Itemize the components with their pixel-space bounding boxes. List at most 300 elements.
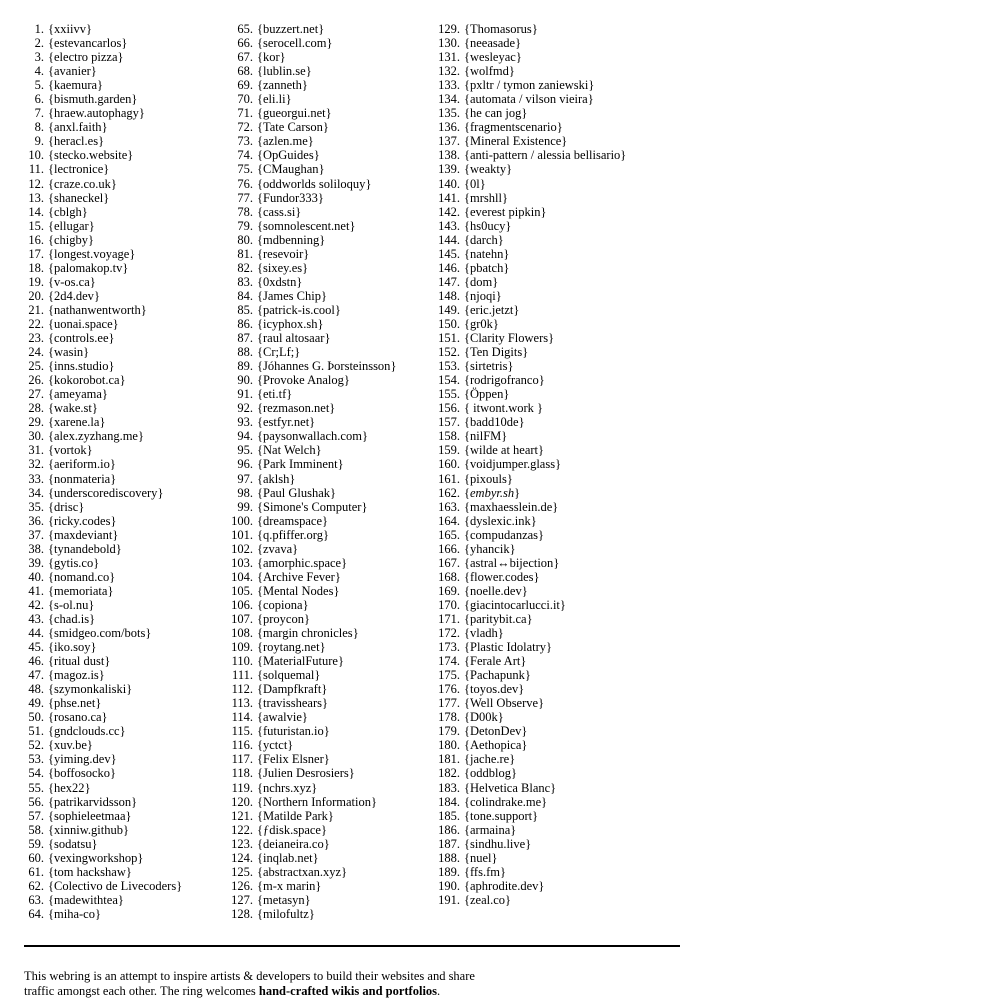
- member-list-item: [226, 162, 396, 176]
- member-link[interactable]: solquemal: [263, 668, 315, 683]
- member-link[interactable]: bismuth.garden: [54, 92, 132, 107]
- member-list-item: [433, 289, 626, 303]
- member-number: 124.: [231, 850, 253, 865]
- member-number: 101.: [231, 527, 253, 542]
- close-brace: }: [330, 485, 337, 500]
- member-link[interactable]: xinniw.github: [54, 822, 123, 837]
- open-brace: {: [257, 724, 263, 739]
- member-list-item: [24, 724, 182, 738]
- member-link[interactable]: m-x marin: [263, 878, 316, 893]
- member-link[interactable]: amorphic.space: [263, 555, 342, 570]
- member-list-item: [226, 92, 396, 106]
- member-link[interactable]: wilde at heart: [470, 443, 539, 458]
- member-link[interactable]: 0l: [470, 176, 480, 191]
- member-link[interactable]: zanneth: [263, 78, 302, 93]
- member-link[interactable]: q.pfiffer.org: [263, 527, 323, 542]
- member-link[interactable]: MaterialFuture: [263, 654, 338, 669]
- open-brace: {: [257, 134, 263, 149]
- member-number: 166.: [438, 541, 460, 556]
- member-link[interactable]: armaina: [470, 822, 511, 837]
- member-link[interactable]: inqlab.net: [263, 850, 313, 865]
- member-number: 50.: [28, 710, 44, 725]
- member-link[interactable]: longest.voyage: [54, 246, 130, 261]
- member-link[interactable]: sirtetris: [470, 359, 508, 374]
- member-link[interactable]: cass.si: [263, 204, 296, 219]
- close-brace: }: [81, 204, 88, 219]
- close-brace: }: [307, 134, 314, 149]
- open-brace: {: [48, 766, 54, 781]
- member-number: 78.: [237, 204, 253, 219]
- member-number: 191.: [438, 892, 460, 907]
- member-list-item: [433, 570, 626, 584]
- member-link[interactable]: Matilde Park: [263, 808, 328, 823]
- member-link[interactable]: eli.li: [263, 92, 286, 107]
- member-number: 25.: [28, 359, 44, 374]
- member-link[interactable]: giacintocarlucci.it: [470, 597, 560, 612]
- member-link[interactable]: Simone's Computer: [263, 499, 362, 514]
- member-list-item: [226, 486, 396, 500]
- member-number: 9.: [34, 134, 44, 149]
- close-brace: }: [522, 345, 529, 360]
- member-link[interactable]: heracl.es: [54, 134, 99, 149]
- open-brace: {: [257, 232, 263, 247]
- member-link[interactable]: memoriata: [54, 583, 108, 598]
- open-brace: {: [48, 92, 54, 107]
- member-link[interactable]: somnolescent.net: [263, 218, 350, 233]
- member-link[interactable]: Northern Information: [263, 794, 371, 809]
- member-link[interactable]: phse.net: [54, 696, 96, 711]
- member-list-item: [226, 120, 396, 134]
- member-list-item: [24, 359, 182, 373]
- member-list-item: [24, 668, 182, 682]
- member-link[interactable]: futuristan.io: [263, 724, 324, 739]
- member-link[interactable]: miha-co: [54, 906, 95, 921]
- member-number: 121.: [231, 808, 253, 823]
- member-link[interactable]: madewithtea: [54, 892, 118, 907]
- member-link[interactable]: gr0k: [470, 316, 493, 331]
- member-link[interactable]: Aethopica: [470, 738, 522, 753]
- close-brace: }: [117, 50, 124, 65]
- open-brace: {: [48, 50, 54, 65]
- member-number: 102.: [231, 541, 253, 556]
- member-link[interactable]: ellugar: [54, 218, 89, 233]
- member-link[interactable]: Clarity Flowers: [470, 331, 549, 346]
- member-list-item: [226, 275, 396, 289]
- member-link[interactable]: sixey.es: [263, 260, 303, 275]
- member-link[interactable]: gndclouds.cc: [54, 724, 120, 739]
- member-link[interactable]: Mental Nodes: [263, 583, 334, 598]
- member-list-item: [24, 851, 182, 865]
- member-link[interactable]: yiming.dev: [54, 752, 111, 767]
- member-link[interactable]: controls.ee: [54, 331, 109, 346]
- member-list-item: [24, 148, 182, 162]
- member-list-item: [226, 612, 396, 626]
- member-link[interactable]: tynandebold: [54, 541, 116, 556]
- member-list-item: [24, 120, 182, 134]
- member-link[interactable]: itwont.work: [470, 401, 538, 416]
- member-link[interactable]: sophieleetmaa: [54, 808, 126, 823]
- member-list-item: [433, 50, 626, 64]
- member-link[interactable]: nchrs.xyz: [263, 780, 312, 795]
- member-link[interactable]: paysonwallach.com: [263, 429, 362, 444]
- close-brace: }: [308, 906, 315, 921]
- member-link[interactable]: pixouls: [470, 471, 507, 486]
- close-brace: }: [501, 190, 508, 205]
- member-link[interactable]: eti.tf: [263, 387, 287, 402]
- member-link[interactable]: electro pizza: [54, 50, 118, 65]
- member-list-item: [433, 134, 626, 148]
- member-link[interactable]: v-os.ca: [54, 274, 90, 289]
- member-link[interactable]: noelle.dev: [470, 583, 522, 598]
- member-link[interactable]: nuel: [470, 850, 492, 865]
- member-link[interactable]: nilFM: [470, 429, 502, 444]
- member-link[interactable]: magoz.is: [54, 668, 99, 683]
- member-link[interactable]: lectronice: [54, 162, 104, 177]
- member-link[interactable]: proycon: [263, 611, 304, 626]
- member-link[interactable]: Thomasorus: [470, 22, 532, 36]
- member-link[interactable]: cblgh: [54, 204, 82, 219]
- member-link[interactable]: oddblog: [470, 766, 511, 781]
- member-link[interactable]: hs0ucy: [470, 218, 506, 233]
- member-link[interactable]: OpGuides: [263, 148, 314, 163]
- member-link[interactable]: avanier: [54, 64, 91, 79]
- member-link[interactable]: Felix Elsner: [263, 752, 324, 767]
- member-list-item: [24, 64, 182, 78]
- member-link[interactable]: kaemura: [54, 78, 98, 93]
- member-number: 66.: [237, 36, 253, 51]
- member-number: 42.: [28, 597, 44, 612]
- member-link[interactable]: yctct: [263, 738, 288, 753]
- member-link[interactable]: alex.zyzhang.me: [54, 429, 138, 444]
- member-link[interactable]: vexingworkshop: [54, 850, 138, 865]
- member-list-item: [433, 106, 626, 120]
- open-brace: {: [464, 204, 470, 219]
- member-link[interactable]: eric.jetzt: [470, 302, 514, 317]
- member-link[interactable]: badd10de: [470, 415, 519, 430]
- member-list-item: [226, 696, 396, 710]
- open-brace: {: [257, 331, 263, 346]
- member-link[interactable]: vladh: [470, 626, 498, 641]
- member-link[interactable]: xuv.be: [54, 738, 87, 753]
- member-link[interactable]: ameyama: [54, 387, 102, 402]
- member-number: 47.: [28, 668, 44, 683]
- member-link[interactable]: anti-pattern / alessia bellisario: [470, 148, 621, 163]
- member-link[interactable]: maxhaesslein.de: [470, 499, 553, 514]
- member-list-item: [226, 500, 396, 514]
- member-link[interactable]: CMaughan: [263, 162, 319, 177]
- close-brace: }: [303, 246, 310, 261]
- member-link[interactable]: Plastic Idolatry: [470, 640, 547, 655]
- member-link[interactable]: iko.soy: [54, 640, 91, 655]
- member-link[interactable]: ƒdisk.space: [263, 822, 321, 837]
- member-link[interactable]: neeasade: [470, 36, 516, 51]
- member-link[interactable]: raul altosaar: [263, 331, 325, 346]
- open-brace: {: [48, 541, 54, 556]
- member-number: 164.: [438, 513, 460, 528]
- member-link[interactable]: ffs.fm: [470, 864, 500, 879]
- member-link[interactable]: drisc: [54, 499, 79, 514]
- member-link[interactable]: tom hackshaw: [54, 864, 126, 879]
- member-link[interactable]: Archive Fever: [263, 569, 335, 584]
- member-link[interactable]: kor: [263, 50, 280, 65]
- member-list-item: [226, 148, 396, 162]
- member-link[interactable]: milofultz: [263, 906, 309, 921]
- close-brace: }: [556, 120, 563, 135]
- member-link[interactable]: Julien Desrosiers: [263, 766, 349, 781]
- member-link[interactable]: wolfmd: [470, 64, 509, 79]
- member-link[interactable]: Öppen: [470, 387, 504, 402]
- member-list-item: [226, 345, 396, 359]
- open-brace: {: [464, 766, 470, 781]
- member-link[interactable]: gueorgui.net: [263, 106, 326, 121]
- member-link[interactable]: James Chip: [263, 288, 321, 303]
- member-link[interactable]: vortok: [54, 443, 87, 458]
- close-brace: }: [101, 387, 108, 402]
- member-link[interactable]: weakty: [470, 162, 507, 177]
- member-link[interactable]: wake.st: [54, 401, 92, 416]
- member-link[interactable]: dyslexic.ink: [470, 513, 531, 528]
- member-link[interactable]: colindrake.me: [470, 794, 542, 809]
- member-number: 93.: [237, 415, 253, 430]
- member-link[interactable]: shaneckel: [54, 190, 104, 205]
- member-link[interactable]: Pachapunk: [470, 668, 525, 683]
- member-link[interactable]: uonai.space: [54, 316, 113, 331]
- member-list-item: [24, 219, 182, 233]
- member-link[interactable]: Provoke Analog: [263, 373, 344, 388]
- member-link[interactable]: roytang.net: [263, 640, 320, 655]
- open-brace: {: [464, 22, 470, 36]
- member-link[interactable]: jache.re: [470, 752, 510, 767]
- open-brace: {: [48, 274, 54, 289]
- open-brace: {: [257, 387, 263, 402]
- member-link[interactable]: sindhu.live: [470, 836, 526, 851]
- member-link[interactable]: oddworlds soliloquy: [263, 176, 366, 191]
- member-number: 59.: [28, 836, 44, 851]
- member-link[interactable]: rodrigofranco: [470, 373, 539, 388]
- open-brace: {: [48, 148, 54, 163]
- member-link[interactable]: nomand.co: [54, 569, 110, 584]
- member-link[interactable]: automata / vilson vieira: [470, 92, 588, 107]
- member-link[interactable]: palomakop.tv: [54, 260, 123, 275]
- member-number: 171.: [438, 611, 460, 626]
- member-link[interactable]: abstractxan.xyz: [263, 864, 342, 879]
- member-link[interactable]: Mineral Existence: [470, 134, 562, 149]
- member-link[interactable]: nathanwentworth: [54, 302, 141, 317]
- member-link[interactable]: astral↔bijection: [470, 555, 554, 570]
- member-number: 182.: [438, 766, 460, 781]
- member-link[interactable]: serocell.com: [263, 36, 327, 51]
- member-link[interactable]: sodatsu: [54, 836, 92, 851]
- member-link[interactable]: Nat Welch: [263, 443, 316, 458]
- close-brace: }: [322, 120, 329, 135]
- member-link[interactable]: aphrodite.dev: [470, 878, 539, 893]
- member-link[interactable]: azlen.me: [263, 134, 308, 149]
- member-link[interactable]: 0xdstn: [263, 274, 297, 289]
- member-link[interactable]: Park Imminent: [263, 457, 338, 472]
- close-brace: }: [334, 302, 341, 317]
- close-brace: }: [93, 288, 100, 303]
- member-link[interactable]: awalvie: [263, 710, 302, 725]
- member-link[interactable]: margin chronicles: [263, 626, 353, 641]
- member-link[interactable]: lublin.se: [263, 64, 306, 79]
- member-link[interactable]: embyr.sh: [470, 485, 515, 500]
- member-link[interactable]: Paul Glushak: [263, 485, 331, 500]
- member-list-item: [24, 50, 182, 64]
- member-link[interactable]: hraew.autophagy: [54, 106, 139, 121]
- member-link[interactable]: fragmentscenario: [470, 120, 557, 135]
- member-link[interactable]: compudanzas: [470, 527, 539, 542]
- member-link[interactable]: smidgeo.com/bots: [54, 626, 146, 641]
- description-emphasis: hand-crafted wikis and portfolios: [258, 984, 438, 998]
- member-link[interactable]: estevancarlos: [54, 36, 122, 51]
- member-link[interactable]: boffosocko: [54, 766, 111, 781]
- member-link[interactable]: maxdeviant: [54, 527, 113, 542]
- member-link[interactable]: estfyr.net: [263, 415, 310, 430]
- member-link[interactable]: mrshll: [470, 190, 502, 205]
- member-link[interactable]: Fundor333: [263, 190, 318, 205]
- member-link[interactable]: zvava: [263, 541, 293, 556]
- member-number: 123.: [231, 836, 253, 851]
- member-link[interactable]: 2d4.dev: [54, 288, 94, 303]
- member-list-item: [24, 247, 182, 261]
- open-brace: {: [464, 794, 470, 809]
- member-link[interactable]: buzzert.net: [263, 22, 319, 36]
- close-brace: }: [309, 415, 316, 430]
- member-link[interactable]: ricky.codes: [54, 513, 111, 528]
- member-link[interactable]: he can jog: [470, 106, 522, 121]
- member-link[interactable]: chigby: [54, 232, 89, 247]
- member-link[interactable]: rosano.ca: [54, 710, 102, 725]
- open-brace: {: [48, 527, 54, 542]
- member-link[interactable]: stecko.website: [54, 148, 128, 163]
- member-link[interactable]: Tate Carson: [263, 120, 323, 135]
- member-link[interactable]: D00k: [470, 710, 498, 725]
- member-link[interactable]: szymonkaliski: [54, 682, 127, 697]
- member-link[interactable]: natehn: [470, 246, 504, 261]
- member-link[interactable]: ritual dust: [54, 654, 105, 669]
- member-link[interactable]: Helvetica Blanc: [470, 780, 551, 795]
- member-link[interactable]: paritybit.ca: [470, 611, 527, 626]
- member-list-item: [24, 92, 182, 106]
- member-number: 118.: [231, 766, 253, 781]
- member-link[interactable]: icyphox.sh: [263, 316, 318, 331]
- open-brace: {: [48, 302, 54, 317]
- member-link[interactable]: toyos.dev: [470, 682, 519, 697]
- open-brace: {: [464, 527, 470, 542]
- member-link[interactable]: flower.codes: [470, 569, 534, 584]
- member-list-item: [226, 528, 396, 542]
- member-number: 183.: [438, 780, 460, 795]
- member-link[interactable]: anxl.faith: [54, 120, 102, 135]
- member-list-item: [433, 668, 626, 682]
- member-list-item: [24, 233, 182, 247]
- member-link[interactable]: gytis.co: [54, 555, 94, 570]
- member-link[interactable]: DetonDev: [470, 724, 522, 739]
- member-link[interactable]: Dampfkraft: [263, 682, 322, 697]
- member-link[interactable]: dom: [470, 274, 493, 289]
- member-link[interactable]: chad.is: [54, 611, 90, 626]
- member-link[interactable]: zeal.co: [470, 892, 506, 907]
- member-link[interactable]: wesleyac: [470, 50, 516, 65]
- member-number: 52.: [28, 738, 44, 753]
- close-brace: }: [317, 190, 324, 205]
- member-link[interactable]: aklsh: [263, 471, 290, 486]
- member-link[interactable]: copiona: [263, 597, 303, 612]
- member-link[interactable]: Cr;Lf;: [263, 345, 295, 360]
- member-link[interactable]: yhancik: [470, 541, 510, 556]
- close-brace: }: [548, 331, 555, 346]
- member-link[interactable]: patrick-is.cool: [263, 302, 335, 317]
- member-link[interactable]: Colectivo de Livecoders: [54, 878, 177, 893]
- member-link[interactable]: njoqi: [470, 288, 496, 303]
- close-brace: }: [88, 218, 95, 233]
- open-brace: {: [464, 373, 470, 388]
- member-link[interactable]: everest pipkin: [470, 204, 541, 219]
- member-link[interactable]: rezmason.net: [263, 401, 330, 416]
- member-number: 135.: [438, 106, 460, 121]
- member-link[interactable]: wasin: [54, 345, 84, 360]
- member-link[interactable]: xxiivv: [54, 22, 86, 36]
- member-link[interactable]: pxltr / tymon zaniewski: [470, 78, 589, 93]
- close-brace: }: [520, 654, 527, 669]
- member-list-item: [226, 317, 396, 331]
- open-brace: {: [257, 611, 263, 626]
- member-link[interactable]: underscorediscovery: [54, 485, 158, 500]
- open-brace: {: [48, 611, 54, 626]
- member-link[interactable]: kokorobot.ca: [54, 373, 120, 388]
- member-link[interactable]: s-ol.nu: [54, 597, 89, 612]
- member-link[interactable]: pbatch: [470, 260, 504, 275]
- member-link[interactable]: patrikarvidsson: [54, 794, 132, 809]
- member-link[interactable]: voidjumper.glass: [470, 457, 556, 472]
- member-number: 37.: [28, 527, 44, 542]
- member-number: 96.: [237, 457, 253, 472]
- member-list-item: [226, 261, 396, 275]
- member-number: 84.: [237, 288, 253, 303]
- member-link[interactable]: Well Observe: [470, 696, 539, 711]
- member-link[interactable]: darch: [470, 232, 498, 247]
- member-list-item: [226, 177, 396, 191]
- member-link[interactable]: metasyn: [263, 892, 305, 907]
- member-number: 10.: [28, 148, 44, 163]
- member-link[interactable]: Ten Digits: [470, 345, 523, 360]
- member-link[interactable]: craze.co.uk: [54, 176, 111, 191]
- open-brace: {: [48, 626, 54, 641]
- member-link[interactable]: resevoir: [263, 246, 304, 261]
- member-link[interactable]: xarene.la: [54, 415, 100, 430]
- member-link[interactable]: aeriform.io: [54, 457, 110, 472]
- open-brace: {: [48, 878, 54, 893]
- member-number: 156.: [438, 401, 460, 416]
- member-link[interactable]: nonmateria: [54, 471, 111, 486]
- close-brace: }: [110, 513, 117, 528]
- member-link[interactable]: Ferale Art: [470, 654, 521, 669]
- member-link[interactable]: mdbenning: [263, 232, 320, 247]
- member-link[interactable]: deianeira.co: [263, 836, 324, 851]
- member-link[interactable]: inns.studio: [54, 359, 109, 374]
- member-number: 30.: [28, 429, 44, 444]
- member-number: 145.: [438, 246, 460, 261]
- member-link[interactable]: Jóhannes G. Þorsteinsson: [263, 359, 391, 374]
- open-brace: {: [464, 555, 470, 570]
- member-link[interactable]: dreamspace: [263, 513, 322, 528]
- member-number: 133.: [438, 78, 460, 93]
- close-brace: }: [538, 443, 545, 458]
- member-list-item: [433, 92, 626, 106]
- member-link[interactable]: hex22: [54, 780, 85, 795]
- member-link[interactable]: tone.support: [470, 808, 533, 823]
- member-link[interactable]: travisshears: [263, 696, 323, 711]
